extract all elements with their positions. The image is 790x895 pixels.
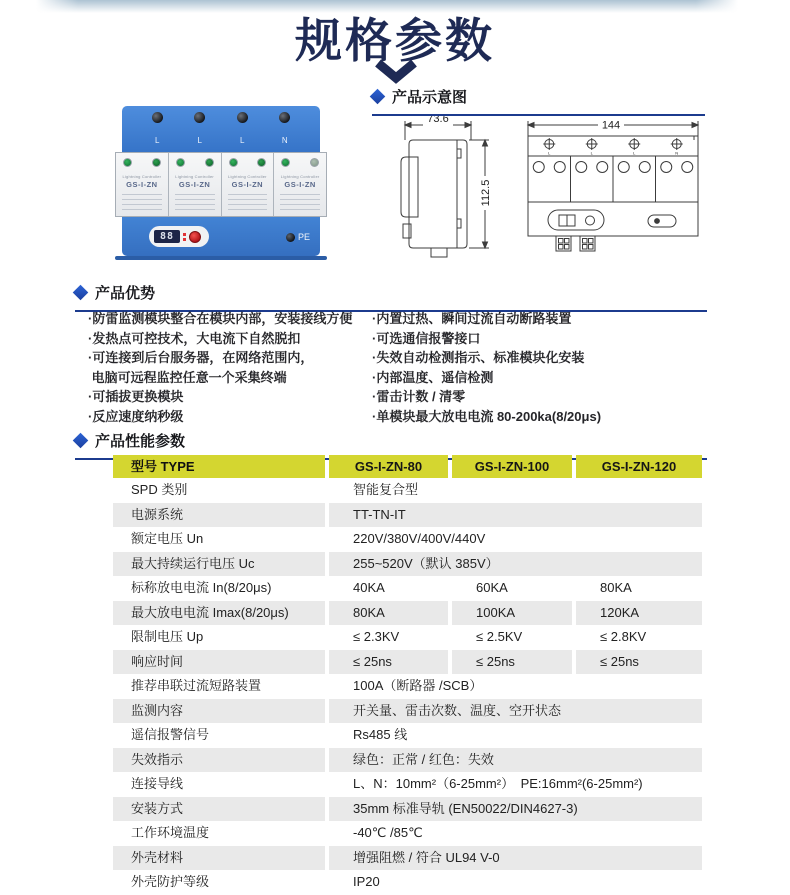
section-label: 产品性能参数 [95,433,186,450]
advantage-item: ·失效自动检测指示、标准模块化安装 [372,350,585,365]
module-name: GS-I-ZN [284,180,316,189]
row-value: L、N：10mm²（6-25mm²） PE:16mm²(6-25mm²) [353,776,643,791]
advantage-item: ·雷击计数 / 清零 [372,389,466,404]
row-value: ≤ 2.3KV [353,629,400,644]
screw-icon [194,112,205,123]
device-modules [115,152,327,217]
row-value: ≤ 2.5KV [476,629,523,644]
terminal-label: L [155,136,160,145]
row-value: 100A（断路器 /SCB） [353,678,483,693]
terminal-label: L [548,150,551,156]
row-label: 最大放电电流 Imax(8/20μs) [113,601,325,626]
counter-display [149,226,209,247]
pe-screw-icon [286,233,295,242]
table-row [113,527,702,552]
diamond-icon [73,433,89,449]
table-row [113,674,702,699]
status-led-icon [229,158,238,167]
table-row [113,846,702,871]
reset-button [189,231,201,243]
row-value: 增强阻燃 / 符合 UL94 V-0 [329,846,702,871]
spd-module [169,153,221,216]
advantage-item: ·内部温度、遥信检测 [372,369,494,385]
screw-icon [152,112,163,123]
header-model-80: GS-I-ZN-80 [329,455,448,478]
terminal-label: N [281,136,288,145]
row-label: 外壳防护等级 [131,874,210,889]
module-name: GS-I-ZN [178,180,211,189]
module-subtitle: Lightning Controller [122,174,162,179]
terminal-label: L [197,136,202,145]
spec-table [113,455,702,895]
row-label: 连接导线 [131,776,184,791]
row-value: 220V/380V/400V/440V [353,531,486,546]
module-name: GS-I-ZN [126,180,158,189]
table-header-row [113,455,702,478]
row-value: Rs485 线 [353,727,408,742]
row-label: 遥信报警信号 [131,727,210,742]
table-row [113,625,702,650]
table-row [113,576,702,601]
device-bottom-panel [122,217,320,256]
table-row [113,503,702,528]
module-subtitle: Lightning Controller [175,174,214,179]
section-product-diagram [372,86,705,116]
row-label: 推荐串联过流短路装置 [131,678,262,693]
table-row [113,870,702,895]
row-value: 80KA [329,601,448,626]
advantage-item: ·反应速度纳秒级 [88,408,184,424]
row-value: TT-TN-IT [329,503,702,528]
advantage-item: ·发热点可控技术，大电流下自然脱扣 [88,330,301,346]
row-label: 监测内容 [113,699,325,724]
table-row [113,601,702,626]
row-label: 工作环境温度 [131,825,210,840]
row-value: ≤ 25ns [329,650,448,675]
terminal-label: N [675,150,679,156]
pe-terminal [286,232,310,242]
module-name: GS-I-ZN [231,180,264,189]
table-row [113,699,702,724]
row-value: 100KA [452,601,572,626]
status-led-icon [176,158,185,167]
row-value: ≤ 2.8KV [600,629,647,644]
terminal-label: L [633,150,636,156]
side-height-dim: 112.5 [480,179,492,207]
header-type: 型号 TYPE [113,455,325,478]
row-value: 绿色：正常 / 红色：失效 [329,748,702,773]
row-label: 失效指示 [113,748,325,773]
status-led-icon [281,158,290,167]
row-value: -40℃ /85℃ [353,825,423,840]
side-width-dim: 73.6 [427,116,449,125]
row-value: 80KA [600,580,632,595]
module-subtitle: Lightning Controller [228,174,267,179]
table-row [113,478,702,503]
screw-icon [237,112,248,123]
row-value: IP20 [353,874,380,889]
product-photo [114,106,328,260]
spd-module [222,153,274,216]
terminal-label: L [240,136,245,145]
front-width-dim: 144 [601,119,621,132]
spd-module [274,153,326,216]
status-led-icon [123,158,132,167]
terminal-label: L [590,150,593,156]
chevron-down-icon [373,59,419,85]
diamond-icon [370,89,386,105]
table-row [113,797,702,822]
status-led-icon [257,158,266,167]
module-spec-lines [228,194,268,214]
advantage-item: 电脑可远程监控任意一个采集终端 [88,369,287,385]
row-label: 标称放电电流 In(8/20μs) [131,580,272,595]
header-model-120: GS-I-ZN-120 [576,455,702,478]
module-spec-lines [280,194,320,214]
row-value: 255~520V（默认 385V） [329,552,702,577]
row-value: 60KA [476,580,508,595]
advantage-item: ·可选通信报警接口 [372,330,481,346]
status-led-icon [205,158,214,167]
led-counter: 88 [154,230,180,243]
advantage-item: ·内置过热、瞬间过流自动断路装置 [372,311,572,326]
device-top-panel [122,106,320,152]
row-label: 限制电压 Up [131,629,204,644]
advantages-right-column [372,309,707,426]
module-subtitle: Lightning Controller [280,174,320,179]
section-advantages [75,282,707,312]
terminal-labels [122,136,320,145]
row-value: 35mm 标准导轨 (EN50022/DIN4627-3) [329,797,702,822]
row-value: 智能复合型 [353,482,419,497]
spd-module [116,153,168,216]
status-led-icon [310,158,319,167]
table-row [113,821,702,846]
row-label: 额定电压 Un [131,531,204,546]
advantage-item: ·防雷监测模块整合在模块内部，安装接线方便 [88,311,353,326]
row-value: ≤ 25ns [576,650,702,675]
row-label: 响应时间 [113,650,325,675]
row-label: 安装方式 [113,797,325,822]
advantage-item: ·可插拔更换模块 [88,389,184,404]
pe-label: PE [297,232,310,242]
advantage-item: ·单模块最大放电电流 80-200ka(8/20μs) [372,408,602,424]
advantage-item: ·可连接到后台服务器，在网络范围内， [88,350,314,365]
diamond-icon [73,285,89,301]
row-value: 开关量、雷击次数、温度、空开状态 [329,699,702,724]
row-value: ≤ 25ns [452,650,572,675]
table-row [113,772,702,797]
table-row [113,748,702,773]
header-model-100: GS-I-ZN-100 [452,455,572,478]
indicator-leds [183,233,186,241]
row-label: 电源系统 [113,503,325,528]
table-row [113,650,702,675]
table-row [113,552,702,577]
row-value: 40KA [353,580,385,595]
status-led-icon [152,158,161,167]
device-base [115,256,327,260]
row-label: 外壳材料 [113,846,325,871]
row-value: 120KA [576,601,702,626]
module-spec-lines [175,194,215,214]
front-view-drawing [518,116,708,267]
row-label: 最大持续运行电压 Uc [113,552,325,577]
terminal-screws [122,112,320,123]
screw-icon [279,112,290,123]
side-view-drawing [393,116,497,267]
module-spec-lines [122,194,162,214]
section-label: 产品优势 [95,285,156,302]
row-label: SPD 类别 [131,482,188,497]
advantages-left-column [88,309,373,426]
section-label: 产品示意图 [392,89,468,106]
page-title: 规格参数 [295,14,495,67]
table-row [113,723,702,748]
